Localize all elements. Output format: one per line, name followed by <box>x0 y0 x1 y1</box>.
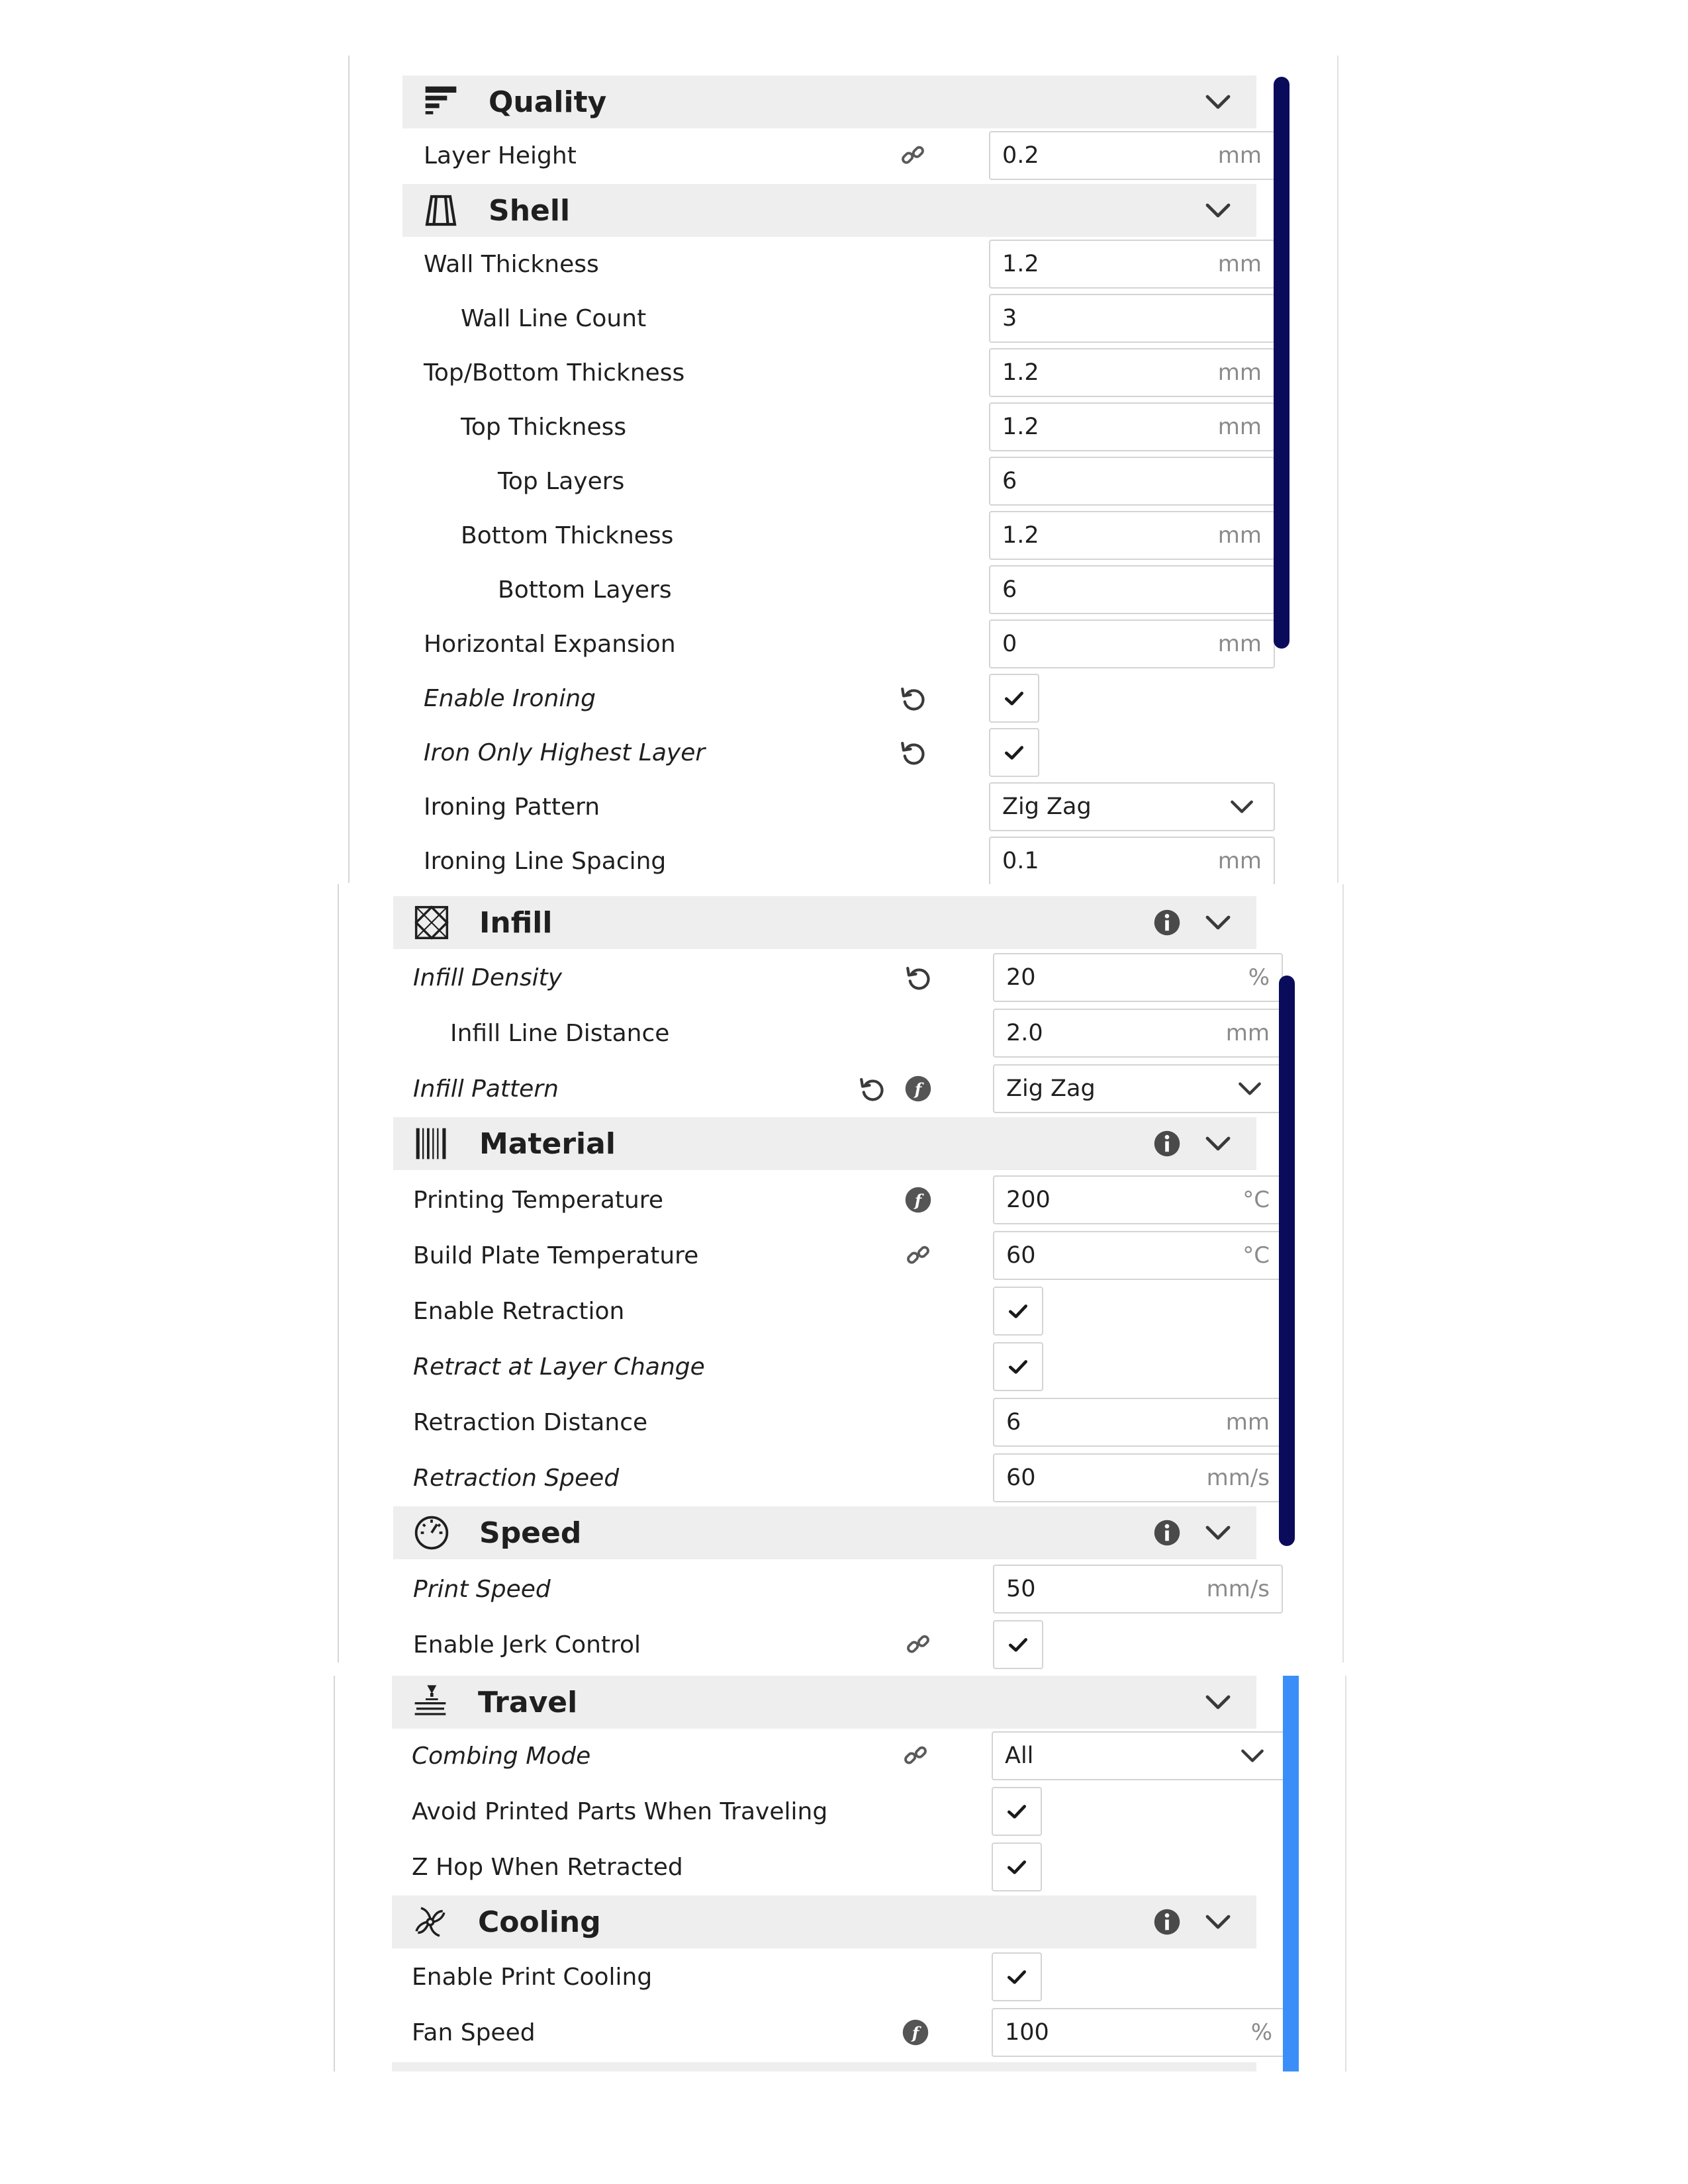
build-plate-temperature-input[interactable] <box>993 1231 1283 1280</box>
setting-row-infill-pattern <box>393 1062 1256 1116</box>
checkmark-icon <box>1001 739 1027 766</box>
retraction-distance-input[interactable] <box>993 1398 1283 1447</box>
category-header-infill[interactable] <box>393 896 1256 949</box>
setting-label: Wall Thickness <box>424 250 599 278</box>
setting-label: Top Layers <box>498 467 625 495</box>
checkmark-icon <box>1005 1353 1031 1380</box>
setting-label: Top Thickness <box>461 413 627 441</box>
iron-only-highest-layer-checkbox[interactable] <box>989 728 1039 777</box>
scrollbar-thumb[interactable] <box>1274 77 1289 649</box>
setting-label: Iron Only Highest Layer <box>424 739 706 766</box>
setting-label: Combing Mode <box>412 1742 591 1770</box>
layer-height-input[interactable] <box>989 131 1275 180</box>
enable-retraction-checkbox[interactable] <box>993 1287 1043 1336</box>
category-title: Quality <box>489 85 607 119</box>
setting-label: Infill Density <box>413 964 562 991</box>
field-value: All <box>1005 1743 1034 1769</box>
setting-row-wall-line-count <box>402 291 1256 345</box>
field-value: 0.2 <box>1002 142 1039 169</box>
setting-label: Ironing Line Spacing <box>424 847 667 875</box>
field-value: 6 <box>1002 576 1017 603</box>
field-unit: mm <box>1217 251 1262 277</box>
ironing-line-spacing-input[interactable] <box>989 837 1275 886</box>
top-layers-input[interactable] <box>989 457 1275 506</box>
category-header-quality[interactable] <box>402 75 1256 128</box>
category-title: Material <box>479 1126 616 1161</box>
category-header-shell[interactable] <box>402 184 1256 237</box>
infill-pattern-select[interactable] <box>993 1064 1283 1113</box>
fan-speed-input[interactable] <box>992 2008 1286 2057</box>
setting-label: Wall Line Count <box>461 304 647 332</box>
function-icon <box>904 1186 932 1214</box>
field-value: 60 <box>1006 1242 1036 1269</box>
bottom-layers-input[interactable] <box>989 565 1275 614</box>
printing-temperature-input[interactable] <box>993 1175 1283 1224</box>
setting-row-infill-density <box>393 950 1270 1005</box>
setting-row-enable-ironing <box>402 671 1256 725</box>
setting-label: Layer Height <box>424 142 577 169</box>
field-value: 1.2 <box>1002 359 1039 386</box>
chevron-down-icon <box>1235 1074 1264 1103</box>
category-header-partial <box>392 2062 1256 2071</box>
reset-icon[interactable] <box>858 1075 886 1103</box>
setting-row-retraction-speed <box>393 1451 1270 1505</box>
link-icon <box>899 142 927 169</box>
field-unit: mm <box>1217 142 1262 169</box>
travel-icon <box>412 1684 449 1721</box>
setting-row-printing-temperature <box>393 1173 1270 1227</box>
category-title: Cooling <box>478 1905 601 1939</box>
category-header-material[interactable] <box>393 1117 1256 1170</box>
chevron-down-icon[interactable] <box>1202 195 1234 226</box>
setting-row-avoid-printed-parts <box>392 1784 1256 1839</box>
link-icon <box>902 1742 929 1770</box>
info-icon[interactable] <box>1153 1908 1181 1936</box>
setting-row-wall-thickness <box>402 237 1262 291</box>
field-value: 3 <box>1002 305 1017 332</box>
bottom-thickness-input[interactable] <box>989 511 1275 560</box>
category-header-cooling[interactable] <box>392 1895 1256 1948</box>
setting-label: Enable Jerk Control <box>413 1631 641 1659</box>
setting-row-retraction-distance <box>393 1395 1270 1449</box>
retraction-speed-input[interactable] <box>993 1453 1283 1502</box>
setting-row-ironing-line-spacing <box>402 834 1262 888</box>
setting-row-print-speed <box>393 1562 1270 1616</box>
cooling-icon <box>412 1903 449 1940</box>
field-value: 100 <box>1005 2019 1049 2046</box>
settings-panel-1 <box>348 56 1338 883</box>
field-unit: mm/s <box>1206 1465 1270 1491</box>
chevron-down-icon[interactable] <box>1202 1517 1234 1549</box>
field-value: 1.2 <box>1002 251 1039 277</box>
setting-row-bottom-layers <box>402 563 1256 617</box>
infill-density-input[interactable] <box>993 953 1283 1002</box>
chevron-down-icon[interactable] <box>1202 1686 1234 1718</box>
checkmark-icon <box>1005 1298 1031 1324</box>
link-icon <box>904 1631 932 1659</box>
setting-row-bottom-thickness <box>402 508 1262 563</box>
setting-label: Z Hop When Retracted <box>412 1853 683 1881</box>
checkmark-icon <box>1001 685 1027 711</box>
infill-line-distance-input[interactable] <box>993 1009 1283 1058</box>
setting-row-enable-print-cooling <box>392 1950 1256 2004</box>
field-value: Zig Zag <box>1002 794 1092 820</box>
category-title: Travel <box>478 1685 578 1719</box>
setting-label: Retract at Layer Change <box>413 1353 705 1381</box>
field-value: 2.0 <box>1006 1020 1043 1046</box>
print-speed-input[interactable] <box>993 1565 1283 1614</box>
field-unit: mm <box>1217 848 1262 874</box>
field-value: 1.2 <box>1002 414 1039 440</box>
field-value: Zig Zag <box>1006 1075 1096 1102</box>
setting-label: Build Plate Temperature <box>413 1242 699 1269</box>
setting-label: Horizontal Expansion <box>424 630 676 658</box>
category-title: Infill <box>479 905 553 940</box>
setting-row-fan-speed <box>392 2005 1272 2060</box>
setting-label: Print Speed <box>413 1575 551 1603</box>
field-value: 50 <box>1006 1576 1036 1602</box>
setting-label: Infill Line Distance <box>450 1019 670 1047</box>
settings-panel-2 <box>338 884 1344 1662</box>
setting-label: Retraction Speed <box>413 1464 620 1492</box>
chevron-down-icon <box>1227 792 1256 821</box>
field-unit: mm <box>1225 1020 1270 1046</box>
field-unit: °C <box>1243 1187 1270 1213</box>
setting-label: Enable Ironing <box>424 684 596 712</box>
settings-panel-3 <box>334 1676 1346 2071</box>
speed-icon <box>413 1514 450 1551</box>
checkmark-icon <box>1004 1798 1030 1825</box>
category-title: Shell <box>489 193 571 228</box>
field-unit: mm <box>1217 359 1262 386</box>
enable-jerk-control-checkbox[interactable] <box>993 1620 1043 1669</box>
info-icon[interactable] <box>1153 1519 1181 1547</box>
setting-row-ironing-pattern <box>402 780 1256 834</box>
setting-label: Enable Retraction <box>413 1297 625 1325</box>
field-value: 200 <box>1006 1187 1051 1213</box>
setting-label: Avoid Printed Parts When Traveling <box>412 1797 828 1825</box>
field-unit: % <box>1250 2019 1272 2046</box>
chevron-down-icon[interactable] <box>1202 907 1234 938</box>
setting-label: Infill Pattern <box>413 1075 559 1103</box>
field-unit: mm <box>1217 631 1262 657</box>
field-unit: °C <box>1243 1242 1270 1269</box>
enable-print-cooling-checkbox[interactable] <box>992 1952 1042 2001</box>
wall-line-count-input[interactable] <box>989 294 1275 343</box>
setting-row-combing-mode <box>392 1729 1256 1783</box>
quality-icon <box>422 83 459 120</box>
info-icon[interactable] <box>1153 1130 1181 1158</box>
setting-row-top-thickness <box>402 400 1262 454</box>
reset-icon[interactable] <box>904 964 932 991</box>
setting-label: Top/Bottom Thickness <box>424 359 685 387</box>
setting-row-retract-at-layer-change <box>393 1340 1256 1394</box>
setting-label: Ironing Pattern <box>424 793 600 821</box>
setting-row-iron-only-highest-layer <box>402 725 1256 780</box>
avoid-printed-parts-checkbox[interactable] <box>992 1787 1042 1836</box>
field-unit: mm <box>1217 414 1262 440</box>
setting-label: Fan Speed <box>412 2019 536 2046</box>
link-icon <box>904 1242 932 1269</box>
info-icon[interactable] <box>1153 909 1181 936</box>
chevron-down-icon <box>1238 1741 1267 1770</box>
checkmark-icon <box>1004 1854 1030 1880</box>
checkmark-icon <box>1005 1631 1031 1658</box>
scrollbar-thumb[interactable] <box>1279 976 1295 1546</box>
ironing-pattern-select[interactable] <box>989 782 1275 831</box>
function-icon <box>902 2019 929 2046</box>
infill-icon <box>413 904 450 941</box>
checkmark-icon <box>1004 1964 1030 1990</box>
field-unit: % <box>1248 964 1270 991</box>
setting-label: Bottom Layers <box>498 576 672 604</box>
field-value: 60 <box>1006 1465 1036 1491</box>
setting-row-infill-line-distance <box>393 1006 1270 1060</box>
setting-label: Bottom Thickness <box>461 522 674 549</box>
horizontal-expansion-input[interactable] <box>989 619 1275 668</box>
top-thickness-input[interactable] <box>989 402 1275 451</box>
field-value: 1.2 <box>1002 522 1039 549</box>
category-header-speed[interactable] <box>393 1506 1256 1559</box>
reset-icon[interactable] <box>899 684 927 712</box>
field-value: 6 <box>1002 468 1017 494</box>
field-value: 20 <box>1006 964 1036 991</box>
setting-label: Retraction Distance <box>413 1408 648 1436</box>
reset-icon[interactable] <box>899 739 927 766</box>
chevron-down-icon[interactable] <box>1202 1128 1234 1160</box>
wall-thickness-input[interactable] <box>989 240 1275 289</box>
setting-row-top-bottom-thickness <box>402 345 1262 400</box>
shell-icon <box>422 192 459 229</box>
setting-label: Enable Print Cooling <box>412 1963 653 1991</box>
setting-label: Printing Temperature <box>413 1186 663 1214</box>
enable-ironing-checkbox[interactable] <box>989 674 1039 723</box>
z-hop-when-retracted-checkbox[interactable] <box>992 1843 1042 1891</box>
function-icon <box>904 1075 932 1103</box>
field-unit: mm/s <box>1206 1576 1270 1602</box>
combing-mode-select[interactable] <box>992 1731 1286 1780</box>
field-value: 6 <box>1006 1409 1021 1435</box>
chevron-down-icon[interactable] <box>1202 86 1234 118</box>
field-unit: mm <box>1225 1409 1270 1435</box>
chevron-down-icon[interactable] <box>1202 1906 1234 1938</box>
top-bottom-thickness-input[interactable] <box>989 348 1275 397</box>
material-icon <box>413 1125 450 1162</box>
category-title: Speed <box>479 1516 582 1550</box>
setting-row-layer-height <box>402 128 1262 183</box>
field-value: 0.1 <box>1002 848 1039 874</box>
category-header-travel[interactable] <box>392 1676 1256 1729</box>
setting-row-z-hop-when-retracted <box>392 1840 1256 1894</box>
setting-row-build-plate-temperature <box>393 1228 1270 1283</box>
field-unit: mm <box>1217 522 1262 549</box>
setting-row-enable-retraction <box>393 1284 1256 1338</box>
setting-row-horizontal-expansion <box>402 617 1262 671</box>
setting-row-top-layers <box>402 454 1256 508</box>
retract-at-layer-change-checkbox[interactable] <box>993 1342 1043 1391</box>
field-value: 0 <box>1002 631 1017 657</box>
setting-row-enable-jerk-control <box>393 1617 1256 1672</box>
scrollbar-thumb-active[interactable] <box>1283 1676 1299 2071</box>
